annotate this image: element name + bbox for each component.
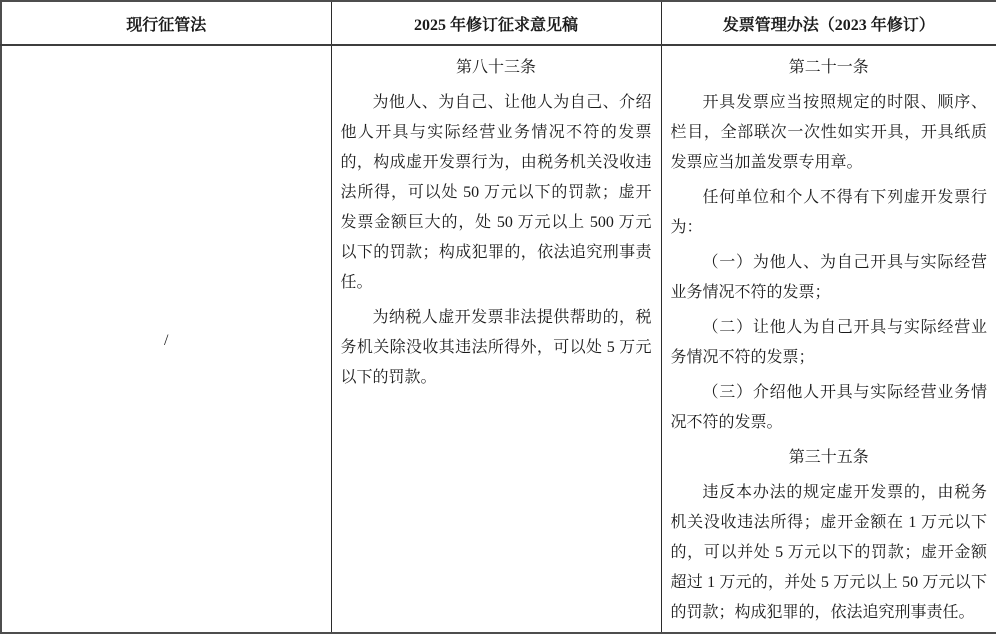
article-paragraph: 违反本办法的规定虚开发票的，由税务机关没收违法所得；虚开金额在 1 万元以下的，可以并处 5 万元以下的罚款；虚开金额超过 1 万元的，并处 5 万元以上 50 万元以下的罚款；构成犯罪的，依法追究刑事责任。 <box>670 484 987 621</box>
article-paragraph: 为他人、为自己、让他人为自己、介绍他人开具与实际经营业务情况不符的发票的，构成虚开发票行为，由税务机关没收违法所得，可以处 50 万元以下的罚款；虚开发票金额巨大的，处 50 万元以上 500 万元以下的罚款；构成犯罪的，依法追究刑事责任。 <box>340 94 652 291</box>
header-cell-current-law: 现行征管法 <box>1 1 331 45</box>
table-body-row <box>1 45 996 633</box>
table-header-row <box>1 1 996 45</box>
cell-2025-draft-text <box>331 45 661 633</box>
article-paragraph: （一）为他人、为自己开具与实际经营业务情况不符的发票； <box>670 254 987 301</box>
cell-current-law-placeholder: / <box>1 45 331 633</box>
article-paragraph: （二）让他人为自己开具与实际经营业务情况不符的发票； <box>670 319 987 366</box>
article-heading: 第八十三条 <box>455 59 536 76</box>
article-paragraph: 为纳税人虚开发票非法提供帮助的，税务机关除没收其违法所得外，可以处 5 万元以下的罚款。 <box>340 309 652 386</box>
cell-invoice-measures-text <box>661 45 996 633</box>
article-heading: 第三十五条 <box>788 449 869 466</box>
header-cell-2025-draft: 2025 年修订征求意见稿 <box>331 1 661 45</box>
article-heading: 第二十一条 <box>788 59 869 76</box>
article-paragraph: （三）介绍他人开具与实际经营业务情况不符的发票。 <box>670 384 987 431</box>
article-paragraph: 开具发票应当按照规定的时限、顺序、栏目，全部联次一次性如实开具，开具纸质发票应当加盖发票专用章。 <box>670 94 987 171</box>
article-paragraph: 任何单位和个人不得有下列虚开发票行为： <box>670 189 987 236</box>
header-cell-invoice-measures-2023: 发票管理办法（2023 年修订） <box>661 1 996 45</box>
